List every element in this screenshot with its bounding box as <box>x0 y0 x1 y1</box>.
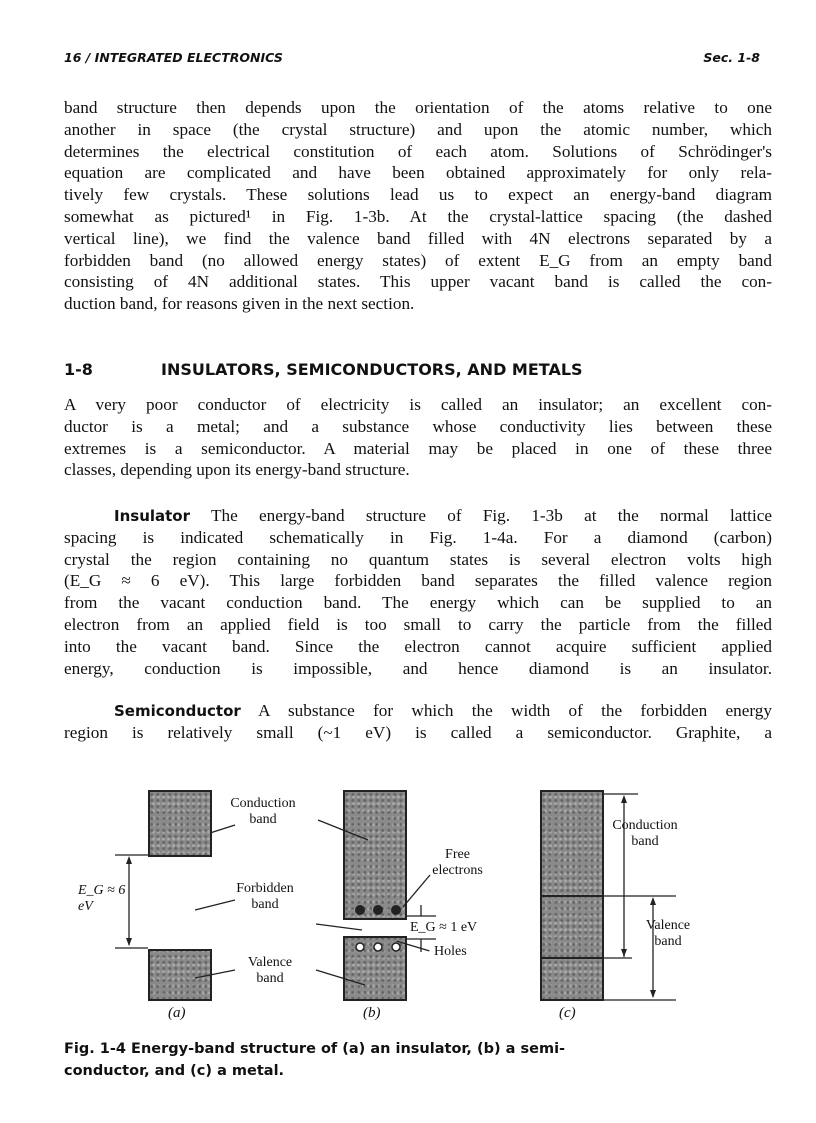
label-line: band <box>631 834 659 849</box>
text-line: crystal the region containing no quantum states is several electron volts high <box>64 549 772 569</box>
label-line: Forbidden <box>236 881 294 896</box>
label-valence-band-a <box>240 955 300 987</box>
text-line: duction band, for reasons given in the next section. <box>64 294 415 314</box>
text-line: equation are complicated and have been obtained approximately for only rela- <box>64 163 772 183</box>
text-line: electron from an applied field is too small to carry the particle from the filled <box>64 614 772 634</box>
label-line: Conduction <box>230 796 296 811</box>
label-line: Valence <box>645 918 691 933</box>
text-line: region is relatively small (~1 eV) is called a semiconductor. Graphite, a <box>64 722 772 742</box>
text-line: (E_G ≈ 6 eV). This large forbidden band separates the filled valence region <box>64 571 772 591</box>
line-text: A substance for which the width of the forbidden energy <box>258 701 772 720</box>
subfigure-label-a: (a) <box>168 1005 186 1021</box>
text-line: tively few crystals. These solutions lead us to expect an energy-band diagram <box>64 185 772 205</box>
label-line: electrons <box>432 863 483 878</box>
section-marker: Sec. 1-8 <box>703 50 760 65</box>
section-number: 1-8 <box>64 360 93 379</box>
text-line: ductor is a metal; and a substance whose conductivity lies between these <box>64 416 772 436</box>
label-line: Free <box>445 847 470 862</box>
text-line: extremes is a semiconductor. A material may be placed in one of these three <box>64 438 772 458</box>
label-holes: Holes <box>434 944 467 959</box>
subfigure-label-b: (b) <box>363 1005 381 1021</box>
text-line: classes, depending upon its energy-band structure. <box>64 460 410 480</box>
label-line: band <box>251 897 279 912</box>
section-title: INSULATORS, SEMICONDUCTORS, AND METALS <box>161 360 583 379</box>
label-line: Conduction <box>612 818 678 833</box>
label-line: band <box>654 934 682 949</box>
text-line: vertical line), we find the valence band filled with 4N electrons separated by a <box>64 228 772 248</box>
label-forbidden-band <box>235 881 295 913</box>
text-line: another in space (the crystal structure) and upon the atomic number, which <box>64 119 772 139</box>
text-line: consisting of 4N additional states. This upper vacant band is called the con- <box>64 272 772 292</box>
text-line: determines the electrical constitution of each atom. Solutions of Schrödinger's <box>64 141 772 161</box>
text-line: band structure then depends upon the orientation of the atoms relative to one <box>64 98 772 117</box>
label-gap-6ev: E_G ≈ 6 eV <box>78 883 126 914</box>
text-line: spacing is indicated schematically in Fig. 1-4a. For a diamond (carbon) <box>64 527 772 547</box>
label-valence-band-c <box>636 918 700 950</box>
label-conduction-band-c <box>604 818 686 850</box>
caption-line: Fig. 1-4 Energy-band structure of (a) an insulator, (b) a semi- <box>64 1041 566 1057</box>
text-line: from the vacant conduction band. The energy which can be supplied to an <box>64 593 772 613</box>
label-gap-1ev: E_G ≈ 1 eV <box>410 920 478 935</box>
subfigure-label-c: (c) <box>559 1005 576 1021</box>
text-line: somewhat as pictured¹ in Fig. 1-3b. At the crystal-lattice spacing (the dashed <box>64 206 772 226</box>
label-line: Valence <box>247 955 293 970</box>
running-header: 16 / INTEGRATED ELECTRONICS <box>64 50 283 65</box>
run-in-heading: Insulator <box>114 507 191 525</box>
line-text: The energy-band structure of Fig. 1-3b at the normal lattice <box>210 506 772 525</box>
label-line: band <box>256 971 284 986</box>
figure-caption <box>64 1038 565 1082</box>
text-line: energy, conduction is impossible, and hence diamond is an insulator. <box>64 658 772 678</box>
text-line: A very poor conductor of electricity is called an insulator; an excellent con- <box>64 395 772 414</box>
label-conduction-band-a <box>228 796 298 828</box>
run-in-heading: Semiconductor <box>114 702 241 720</box>
caption-line: conductor, and (c) a metal. <box>64 1063 285 1079</box>
text-line: forbidden band (no allowed energy states) of extent E_G from an empty band <box>64 250 772 270</box>
label-free-electrons <box>420 847 495 879</box>
text-line: into the vacant band. Since the electron cannot acquire sufficient applied <box>64 636 772 656</box>
label-line: band <box>249 812 277 827</box>
